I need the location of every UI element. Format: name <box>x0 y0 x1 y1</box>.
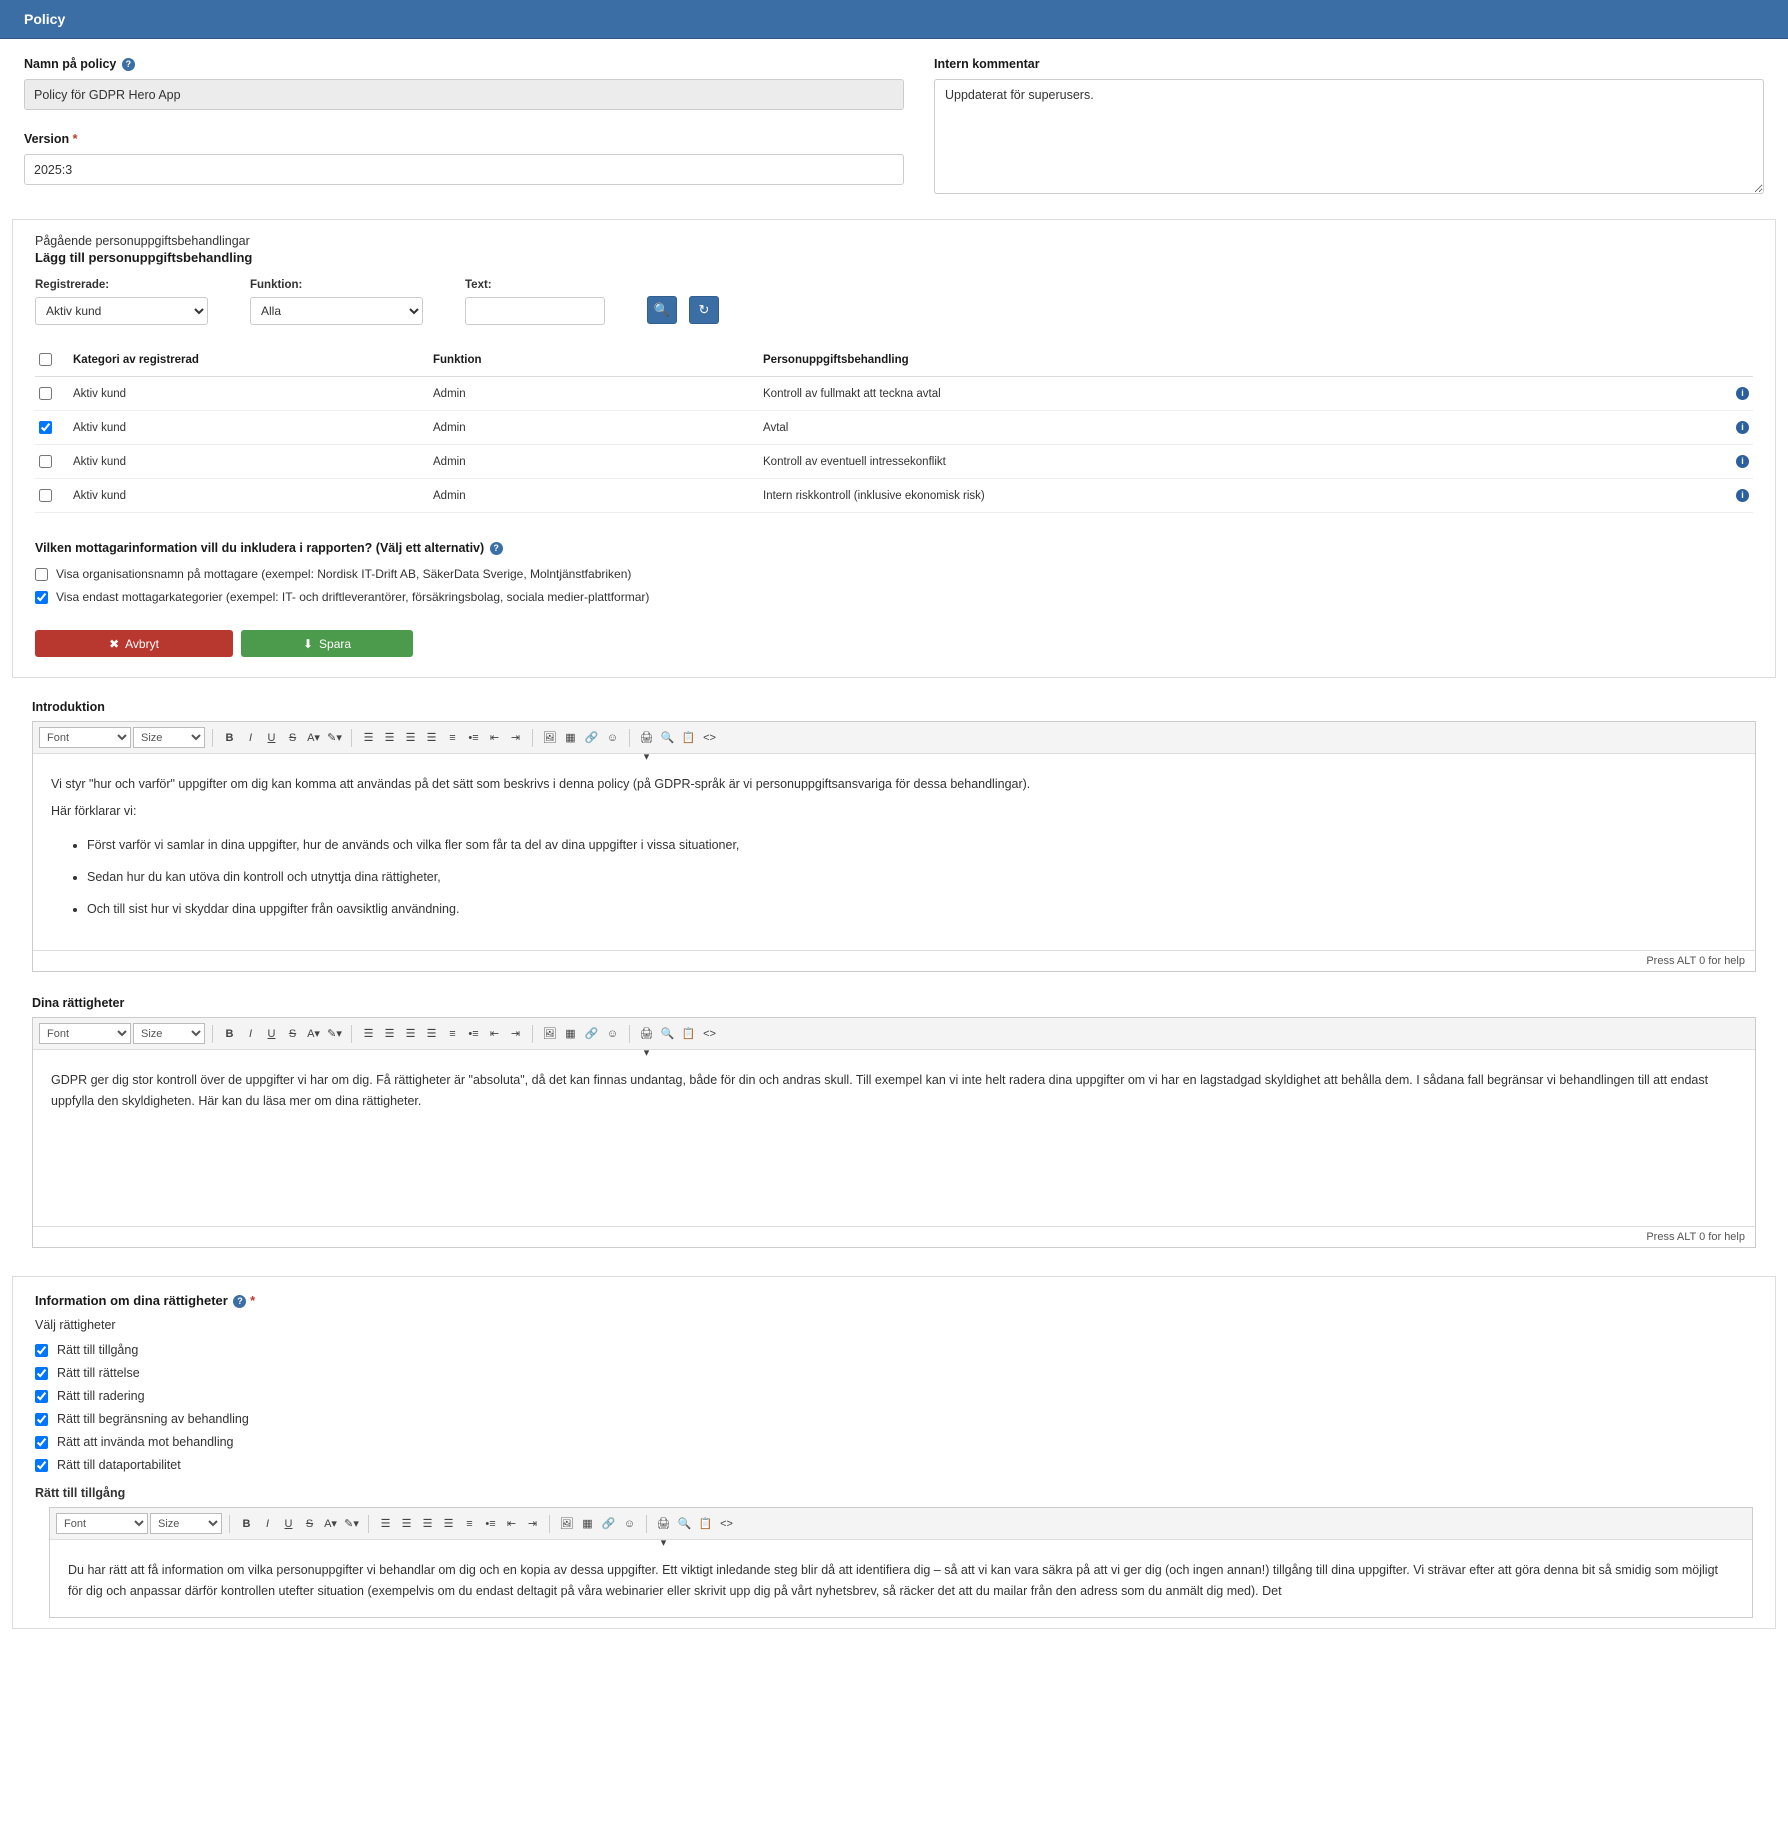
rights-item[interactable] <box>35 1343 1753 1357</box>
align-left-icon[interactable]: ☰ <box>380 1518 391 1530</box>
bold-icon[interactable]: B <box>225 732 234 744</box>
row-checkbox-cell <box>35 377 69 411</box>
row-funktion: Admin <box>429 411 759 445</box>
print-icon[interactable]: 🖨▾ <box>639 732 654 763</box>
sub-editor-label: Rätt till tillgång <box>35 1486 126 1500</box>
print-icon[interactable]: 🖨▾ <box>639 1028 654 1059</box>
table-row[interactable] <box>35 479 1753 513</box>
row-behandling: Kontroll av eventuell intressekonflikt <box>759 445 1713 479</box>
info-icon[interactable]: i <box>1736 489 1749 502</box>
rights-editor <box>32 1017 1756 1248</box>
recipient-option-categories-checkbox[interactable] <box>35 591 48 604</box>
select-all-cell <box>35 347 69 377</box>
filter-function <box>250 279 423 325</box>
strikethrough-icon[interactable]: S <box>288 1028 297 1040</box>
underline-icon[interactable]: U <box>267 732 276 744</box>
font-select[interactable] <box>56 1513 148 1534</box>
rights-editor-paragraph: GDPR ger dig stor kontroll över de uppgifter vi har om dig. Få rättigheter är "absoluta", då det kan finnas undantag, både för din och andras skull. Till exempel kan vi inte helt radera dina uppgifter om vi har en lagstadgad skyldighet att behålla dem. I sådana fall begränsar vi behandlingen till att endast uppfylla den skyldigheten. Här kan du läsa mer om dina rättigheter. <box>51 1073 1709 1108</box>
rights-item[interactable] <box>35 1435 1753 1449</box>
size-select[interactable] <box>150 1513 222 1534</box>
rights-item[interactable] <box>35 1412 1753 1426</box>
search-icon[interactable]: 🔍 <box>647 296 677 324</box>
introduction-label: Introduktion <box>32 700 105 714</box>
filter-bar <box>35 279 1753 325</box>
save-button[interactable] <box>241 630 413 657</box>
emoji-icon[interactable]: ☺ <box>606 1028 619 1040</box>
introduction-bullet: • Först varför vi samlar in dina uppgifter, hur de används och vilka fler som får ta del av dina uppgifter i vissa situationer, <box>87 835 1737 856</box>
recipient-info-section <box>35 541 1753 604</box>
info-icon[interactable]: i <box>1736 387 1749 400</box>
editor-toolbar <box>33 722 1755 763</box>
strikethrough-icon[interactable]: S <box>305 1518 314 1530</box>
introduction-bullet: • Och till sist hur vi skyddar dina uppgifter från oavsiktlig användning. <box>87 899 1737 920</box>
filter-buttons <box>647 296 731 325</box>
rights-item-checkbox[interactable] <box>35 1436 48 1449</box>
rights-editor-block <box>12 986 1776 1262</box>
policy-name-input[interactable] <box>24 79 904 110</box>
col-funktion: Funktion <box>429 347 759 377</box>
text-color-icon[interactable]: A▾ <box>307 1028 320 1040</box>
table-row[interactable] <box>35 377 1753 411</box>
rights-information-title: Information om dina rättigheter ? * <box>35 1293 256 1308</box>
rights-editor-label: Dina rättigheter <box>32 996 125 1010</box>
link-icon[interactable]: 🔗 <box>584 732 599 744</box>
align-center-icon[interactable]: ☰ <box>384 1028 395 1040</box>
left-column <box>24 57 904 197</box>
refresh-icon[interactable]: ↻ <box>689 296 719 324</box>
rights-item-label: Rätt till radering <box>57 1389 145 1403</box>
processing-subtitle: Pågående personuppgiftsbehandlingar <box>35 234 250 248</box>
help-icon[interactable]: ? <box>490 542 503 555</box>
internal-comment-textarea[interactable] <box>934 79 1764 194</box>
source-icon[interactable]: <> <box>720 1518 733 1530</box>
bold-icon[interactable]: B <box>225 1028 234 1040</box>
help-icon[interactable]: ? <box>122 58 135 71</box>
rights-checkbox-list <box>35 1343 1753 1472</box>
row-kategori: Aktiv kund <box>69 411 429 445</box>
introduction-paragraph-1: Vi styr "hur och varför" uppgifter om dig kan komma att användas på det sätt som beskrivs i denna policy (på GDPR-språk är vi personuppgiftsansvariga för dessa behandlingar). <box>51 777 1031 791</box>
editor-help-text: Press ALT 0 for help <box>33 950 1755 971</box>
internal-comment-label: Intern kommentar <box>934 57 1040 71</box>
recipient-option-categories-label: Visa endast mottagarkategorier (exempel: IT- och driftleverantörer, försäkringsbolag, sociala medier-plattformar) <box>56 590 650 604</box>
row-checkbox[interactable] <box>39 387 52 400</box>
italic-icon[interactable]: I <box>265 1518 270 1530</box>
copy-icon[interactable]: 📋 <box>698 1518 713 1530</box>
rights-editor-content[interactable] <box>33 1050 1755 1226</box>
filter-registered <box>35 279 208 325</box>
required-marker: * <box>250 1293 256 1308</box>
row-kategori: Aktiv kund <box>69 377 429 411</box>
italic-icon[interactable]: I <box>248 732 253 744</box>
table-icon[interactable]: ▦ <box>565 1028 576 1040</box>
table-icon[interactable]: ▦ <box>565 732 576 744</box>
rights-item[interactable] <box>35 1366 1753 1380</box>
align-justify-icon[interactable]: ☰ <box>426 732 437 744</box>
recipient-option-categories[interactable] <box>35 590 1753 604</box>
rights-item-checkbox[interactable] <box>35 1413 48 1426</box>
underline-icon[interactable]: U <box>284 1518 293 1530</box>
link-icon[interactable]: 🔗 <box>584 1028 599 1040</box>
ordered-list-icon[interactable]: ≡ <box>449 732 456 744</box>
text-color-icon[interactable]: A▾ <box>324 1518 337 1530</box>
version-input[interactable] <box>24 154 904 185</box>
row-funktion: Admin <box>429 377 759 411</box>
sub-editor-content[interactable] <box>50 1540 1752 1617</box>
filter-text-input[interactable] <box>465 297 605 325</box>
introduction-bullet-list <box>51 835 1737 919</box>
page-title: Policy <box>24 11 66 27</box>
row-checkbox-cell <box>35 411 69 445</box>
table-row[interactable] <box>35 411 1753 445</box>
bg-color-icon[interactable]: ✎▾ <box>327 1028 342 1040</box>
filter-registered-select[interactable] <box>35 297 208 325</box>
table-row[interactable] <box>35 445 1753 479</box>
info-icon[interactable]: i <box>1736 421 1749 434</box>
introduction-block <box>12 690 1776 986</box>
row-kategori: Aktiv kund <box>69 445 429 479</box>
row-kategori: Aktiv kund <box>69 479 429 513</box>
find-icon[interactable]: 🔍 <box>660 1028 675 1040</box>
rights-item-checkbox[interactable] <box>35 1367 48 1380</box>
recipient-question: Vilken mottagarinformation vill du inkludera i rapporten? (Välj ett alternativ) ? <box>35 541 1753 555</box>
strikethrough-icon[interactable]: S <box>288 732 297 744</box>
top-form <box>0 39 1788 219</box>
download-icon: ⬇ <box>302 636 314 651</box>
indent-icon[interactable]: ⇥ <box>510 1028 521 1040</box>
outdent-icon[interactable]: ⇤ <box>506 1518 517 1530</box>
row-checkbox[interactable] <box>39 455 52 468</box>
print-icon[interactable]: 🖨▾ <box>656 1518 671 1549</box>
save-button-label: Spara <box>319 636 352 651</box>
rights-item-checkbox[interactable] <box>35 1390 48 1403</box>
required-marker: * <box>72 132 78 146</box>
indent-icon[interactable]: ⇥ <box>510 732 521 744</box>
copy-icon[interactable]: 📋 <box>681 732 696 744</box>
font-select[interactable] <box>39 727 131 748</box>
align-center-icon[interactable]: ☰ <box>401 1518 412 1530</box>
col-behandling: Personuppgiftsbehandling <box>759 347 1713 377</box>
text-color-icon[interactable]: A▾ <box>307 732 320 744</box>
image-icon[interactable]: 🖼 <box>542 732 557 744</box>
ordered-list-icon[interactable]: ≡ <box>466 1518 473 1530</box>
align-justify-icon[interactable]: ☰ <box>426 1028 437 1040</box>
table-icon[interactable]: ▦ <box>582 1518 593 1530</box>
rights-item-checkbox[interactable] <box>35 1344 48 1357</box>
copy-icon[interactable]: 📋 <box>681 1028 696 1040</box>
size-select[interactable] <box>133 1023 205 1044</box>
editor-toolbar <box>50 1508 1752 1549</box>
align-left-icon[interactable]: ☰ <box>363 732 374 744</box>
rights-item-label: Rätt till begränsning av behandling <box>57 1412 249 1426</box>
align-right-icon[interactable]: ☰ <box>422 1518 433 1530</box>
rights-item[interactable] <box>35 1389 1753 1403</box>
row-checkbox[interactable] <box>39 489 52 502</box>
x-icon: ✖ <box>109 636 120 651</box>
bg-color-icon[interactable]: ✎▾ <box>327 732 342 744</box>
recipient-option-org-checkbox[interactable] <box>35 568 48 581</box>
rights-item-label: Rätt till dataportabilitet <box>57 1458 181 1472</box>
rights-item[interactable] <box>35 1458 1753 1472</box>
image-icon[interactable]: 🖼 <box>542 1028 557 1040</box>
image-icon[interactable]: 🖼 <box>559 1518 574 1530</box>
row-checkbox-cell <box>35 445 69 479</box>
outdent-icon[interactable]: ⇤ <box>489 732 500 744</box>
filter-function-select[interactable] <box>250 297 423 325</box>
introduction-paragraph-2: Här förklarar vi: <box>51 803 137 818</box>
help-icon[interactable]: ? <box>233 1295 246 1308</box>
filter-registered-label: Registrerade: <box>35 279 110 291</box>
sub-editor-paragraph: Du har rätt att få information om vilka personuppgifter vi behandlar om dig och en kopia av dessa uppgifter. Ett viktigt inledande steg blir då att identifiera dig – så att vi kan vara säkra på att vi ger dig (och ingen annan!) tillgång till dina uppgifter. Vi strävar efter att göra denna bit så smidig som möjligt för dig och anpassar därför kontrollen utefter situation (exempelvis om du endast deltagit på våra webinarier eller skrivit upp dig på vårt nyhetsbrev, så räcker det att du mailar från den adress som du anmält dig med). Det <box>68 1563 1718 1598</box>
processing-table <box>35 347 1753 513</box>
version-label: Version * <box>24 132 78 146</box>
align-left-icon[interactable]: ☰ <box>363 1028 374 1040</box>
find-icon[interactable]: 🔍 <box>677 1518 692 1530</box>
rights-item-label: Rätt att invända mot behandling <box>57 1435 234 1449</box>
right-column <box>934 57 1764 197</box>
outdent-icon[interactable]: ⇤ <box>489 1028 500 1040</box>
unordered-list-icon[interactable]: •≡ <box>485 1518 496 1530</box>
find-icon[interactable]: 🔍 <box>660 732 675 744</box>
action-buttons <box>35 630 1753 657</box>
align-right-icon[interactable]: ☰ <box>405 1028 416 1040</box>
introduction-content[interactable] <box>33 754 1755 950</box>
sub-editor <box>49 1507 1753 1618</box>
rights-item-checkbox[interactable] <box>35 1459 48 1472</box>
filter-function-label: Funktion: <box>250 279 303 291</box>
ordered-list-icon[interactable]: ≡ <box>449 1028 456 1040</box>
processing-title: Lägg till personuppgiftsbehandling <box>35 250 253 265</box>
rights-item-label: Rätt till rättelse <box>57 1366 140 1380</box>
link-icon[interactable]: 🔗 <box>601 1518 616 1530</box>
recipient-option-org[interactable] <box>35 567 1753 581</box>
rights-information-subtitle: Välj rättigheter <box>35 1318 116 1332</box>
emoji-icon[interactable]: ☺ <box>623 1518 636 1530</box>
underline-icon[interactable]: U <box>267 1028 276 1040</box>
bg-color-icon[interactable]: ✎▾ <box>344 1518 359 1530</box>
table-header-row <box>35 347 1753 377</box>
window-title-bar <box>0 0 1788 39</box>
row-funktion: Admin <box>429 445 759 479</box>
size-select[interactable] <box>133 727 205 748</box>
align-justify-icon[interactable]: ☰ <box>443 1518 454 1530</box>
filter-text <box>465 279 605 325</box>
unordered-list-icon[interactable]: •≡ <box>468 1028 479 1040</box>
row-checkbox-cell <box>35 479 69 513</box>
align-right-icon[interactable]: ☰ <box>405 732 416 744</box>
source-icon[interactable]: <> <box>703 732 716 744</box>
cancel-button[interactable] <box>35 630 233 657</box>
select-all-checkbox[interactable] <box>39 353 52 366</box>
editor-toolbar <box>33 1018 1755 1059</box>
processing-panel <box>12 219 1776 678</box>
rights-item-label: Rätt till tillgång <box>57 1343 139 1357</box>
info-icon[interactable]: i <box>1736 455 1749 468</box>
row-behandling: Avtal <box>759 411 1713 445</box>
bold-icon[interactable]: B <box>242 1518 251 1530</box>
emoji-icon[interactable]: ☺ <box>606 732 619 744</box>
introduction-editor <box>32 721 1756 972</box>
indent-icon[interactable]: ⇥ <box>527 1518 538 1530</box>
source-icon[interactable]: <> <box>703 1028 716 1040</box>
rights-information-panel <box>12 1276 1776 1629</box>
policy-name-label: Namn på policy ? <box>24 57 904 71</box>
editor-help-text: Press ALT 0 for help <box>33 1226 1755 1247</box>
align-center-icon[interactable]: ☰ <box>384 732 395 744</box>
row-checkbox[interactable] <box>39 421 52 434</box>
font-select[interactable] <box>39 1023 131 1044</box>
row-funktion: Admin <box>429 479 759 513</box>
unordered-list-icon[interactable]: •≡ <box>468 732 479 744</box>
filter-text-label: Text: <box>465 279 492 291</box>
introduction-bullet: • Sedan hur du kan utöva din kontroll och utnyttja dina rättigheter, <box>87 867 1737 888</box>
italic-icon[interactable]: I <box>248 1028 253 1040</box>
row-behandling: Intern riskkontroll (inklusive ekonomisk risk) <box>759 479 1713 513</box>
recipient-option-org-label: Visa organisationsnamn på mottagare (exempel: Nordisk IT-Drift AB, SäkerData Sverige, Molntjänstfabriken) <box>56 567 632 581</box>
col-kategori: Kategori av registrerad <box>69 347 429 377</box>
cancel-button-label: Avbryt <box>125 636 159 651</box>
row-behandling: Kontroll av fullmakt att teckna avtal <box>759 377 1713 411</box>
